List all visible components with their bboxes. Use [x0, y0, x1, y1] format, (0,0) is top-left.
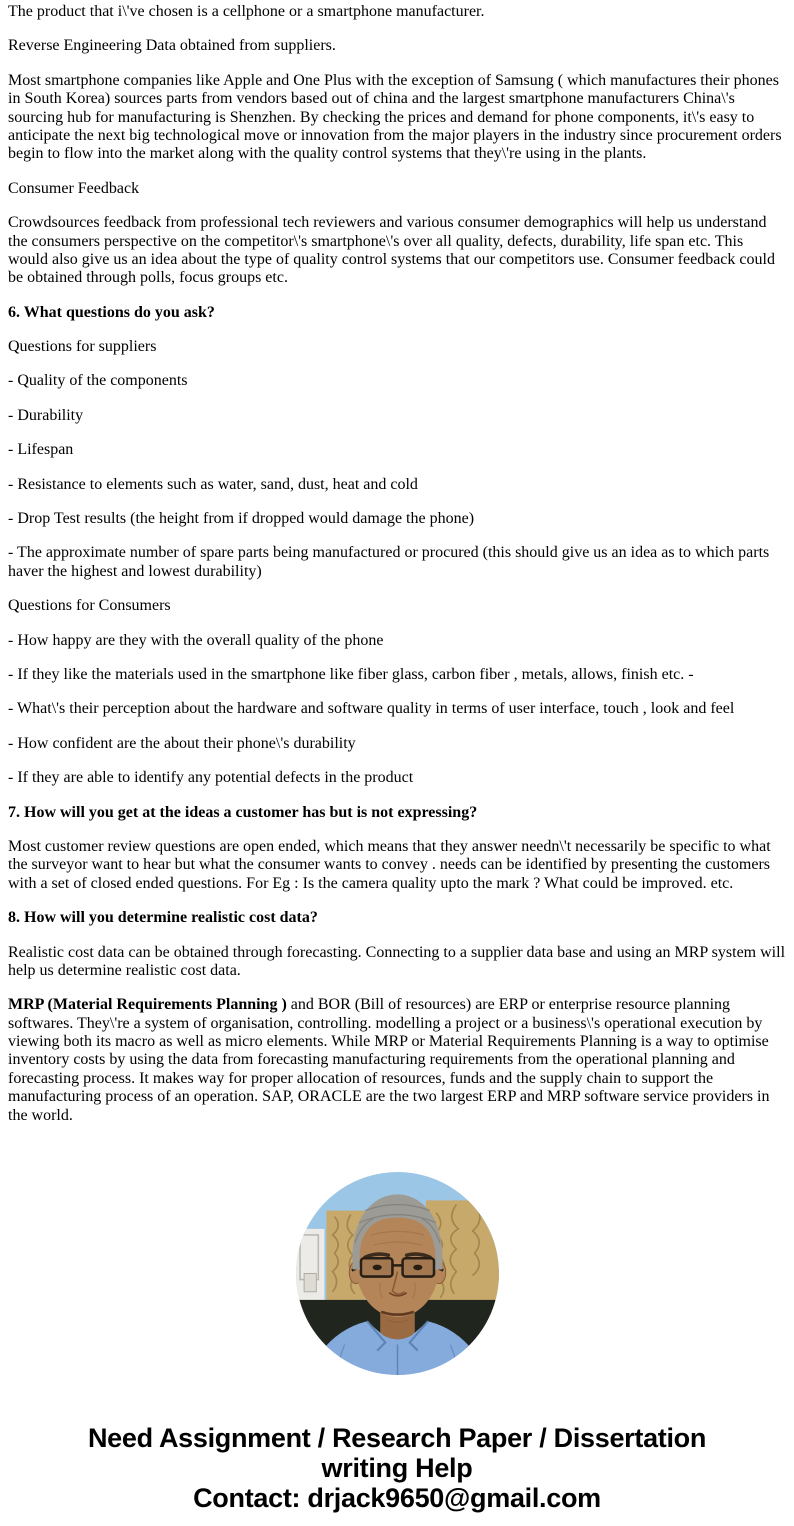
section-heading: 7. How will you get at the ideas a customer has but is not expressing?: [8, 803, 478, 821]
paragraph: Consumer Feedback: [8, 179, 140, 197]
bullet-line: - Resistance to elements such as water, sand, dust, heat and cold: [8, 475, 418, 493]
footer-line: Need Assignment / Research Paper / Dissertation: [87, 1423, 707, 1454]
bullet-line: - If they are able to identify any potential defects in the product: [8, 769, 414, 787]
bullet-line: - Durability: [8, 406, 84, 424]
switch-panel: [304, 1274, 316, 1292]
inline-bold: MRP (Material Requirements Planning ): [8, 996, 287, 1014]
paragraph: Most customer review questions are open ended, which means that they answer needn\'t necessarily be specific to what the surveyor want to hear but what the consumer wants to convey . needs can be identified by presenting the customers with a set of closed ended questions. For Eg : Is the camera quality upto the mark ? What could be improved. etc.: [8, 837, 771, 892]
paragraph: Questions for suppliers: [8, 338, 157, 356]
paragraph: Realistic cost data can be obtained through forecasting. Connecting to a supplier data base and using an MRP system will help us determine realistic cost data.: [8, 943, 786, 979]
eye-right: [413, 1265, 422, 1271]
bullet-line: - If they like the materials used in the smartphone like fiber glass, carbon fiber , metals, allows, finish etc. -: [8, 665, 694, 683]
bullet-line: - Quality of the components: [8, 372, 188, 390]
section-heading: 8. How will you determine realistic cost data?: [8, 909, 318, 927]
profile-photo-illustration: [296, 1172, 499, 1375]
footer-banner: [0, 1423, 794, 1513]
section-heading: 6. What questions do you ask?: [8, 303, 215, 321]
bullet-line: - What\'s their perception about the hardware and software quality in terms of user interface, touch , look and feel: [8, 700, 735, 718]
paragraph: Reverse Engineering Data obtained from suppliers.: [8, 37, 336, 55]
bullet-line: - Lifespan: [8, 441, 74, 459]
bullet-line: - How happy are they with the overall quality of the phone: [8, 631, 384, 649]
paragraph: The product that i\'ve chosen is a cellphone or a smartphone manufacturer.: [8, 3, 485, 20]
footer-line: writing Help: [321, 1453, 473, 1484]
paragraph: Questions for Consumers: [8, 597, 171, 615]
document-body: [8, 3, 786, 1125]
paragraph: Crowdsources feedback from professional tech reviewers and various consumer demographics will help us understand the consumers perspective on the competitor\'s smartphone\'s over all quality, defects, durability, life span etc. This would also give us an idea about the type of quality control systems that our competitors use. Consumer feedback could be obtained through polls, focus groups etc.: [8, 214, 775, 287]
bullet-line: - The approximate number of spare parts being manufactured or procured (this should give us an idea as to which parts haver the highest and lowest durability): [8, 544, 770, 580]
footer-line: Contact: drjack9650@gmail.com: [193, 1483, 601, 1514]
paragraph: [8, 996, 786, 1125]
eye-left: [372, 1265, 381, 1271]
profile-photo: [0, 1172, 794, 1375]
inline-text: and BOR (Bill of resources) are ERP or enterprise resource planning softwares. They\'re a system of organisation, controlling. modelling a project or a business\'s operational execution by viewing both its macro as well as micro elements. While MRP or Material Requirements Planning is a way to optimise inventory costs by using the data from forecasting manufacturing requirements from the operational planning and forecasting process. It makes way for proper allocation of resources, funds and the supply chain to support the manufacturing process of an operation. SAP, ORACLE are the two largest ERP and MRP software service providers in the world.: [8, 996, 770, 1124]
bullet-line: - How confident are the about their phone\'s durability: [8, 734, 356, 752]
bullet-line: - Drop Test results (the height from if dropped would damage the phone): [8, 510, 475, 528]
paragraph: Most smartphone companies like Apple and One Plus with the exception of Samsung ( which manufactures their phones in South Korea) sources parts from vendors based out of china and the largest smartphone manufacturers China\'s sourcing hub for manufacturing is Shenzhen. By checking the prices and demand for phone components, it\'s easy to anticipate the next big technological move or innovation from the major players in the industry since procurement orders begin to flow into the market along with the quality control systems that they\'re using in the plants.: [8, 71, 782, 163]
